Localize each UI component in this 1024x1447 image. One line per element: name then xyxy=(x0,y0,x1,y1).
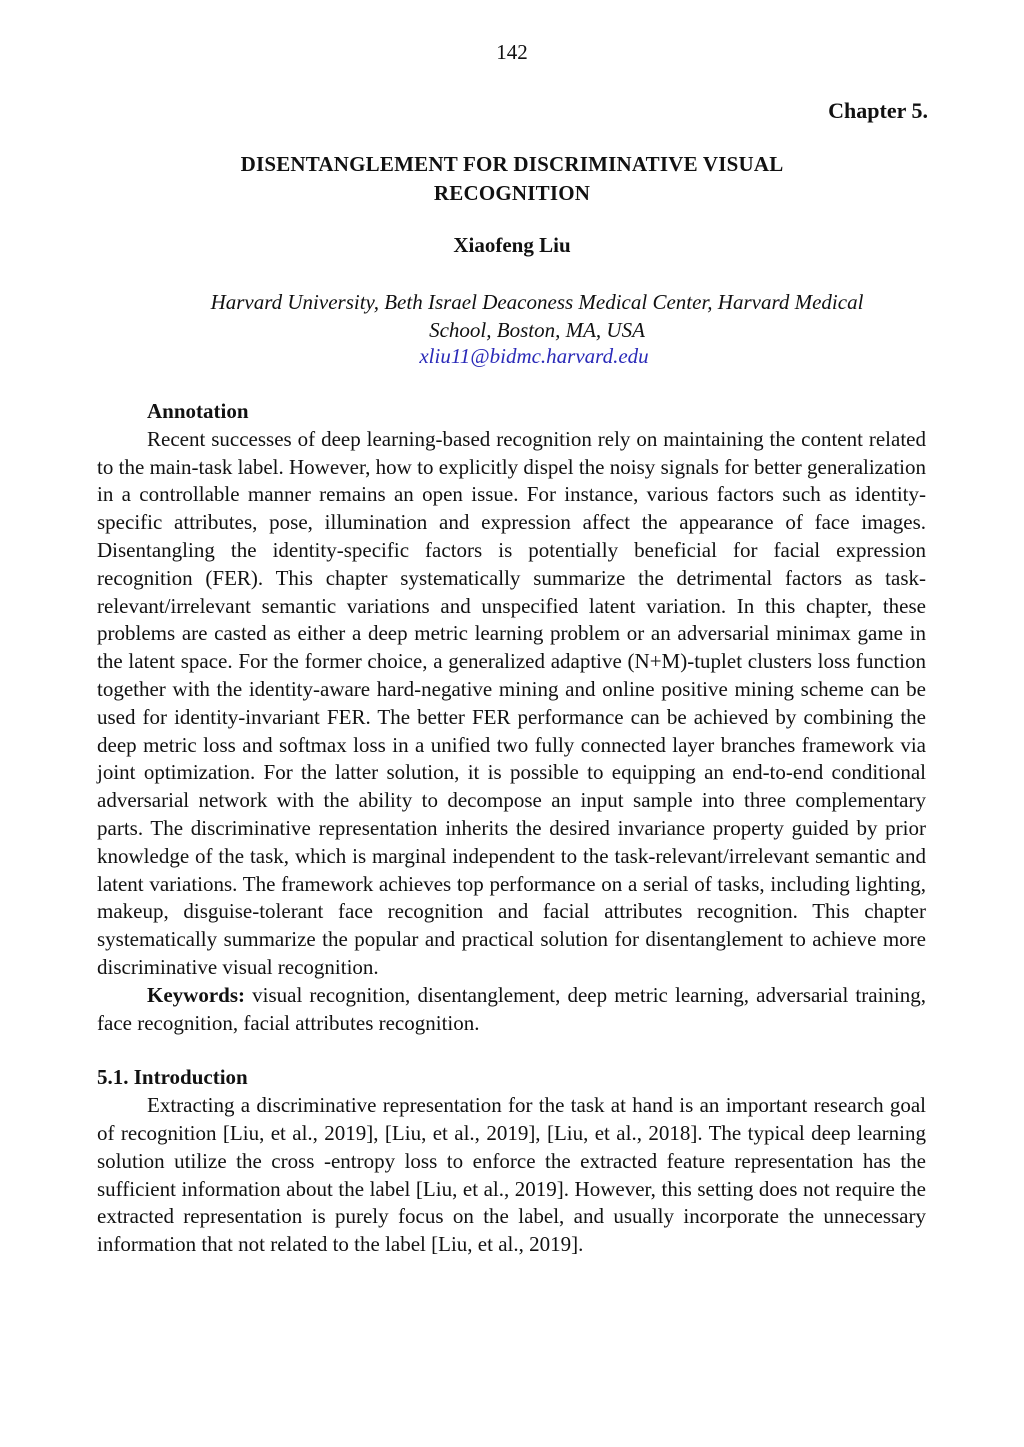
annotation-body: Recent successes of deep learning-based recognition rely on maintaining the content related to the main-task label. However, how to explicitly dispel the noisy signals for better generalization in a controllable manner remains an open issue. For instance, various factors such as identity-specific attributes, pose, illumination and expression affect the appearance of face images. Disentangling the identity-specific factors is potentially beneficial for facial expression recognition (FER). This chapter systematically summarize the detrimental factors as task-relevant/irrelevant semantic variations and unspecified latent variation. In this chapter, these problems are casted as either a deep metric learning problem or an adversarial minimax game in the latent space. For the former choice, a generalized adaptive (N+M)-tuplet clusters loss function together with the identity-aware hard-negative mining and online positive mining scheme can be used for identity-invariant FER. The better FER performance can be achieved by combining the deep metric loss and softmax loss in a unified two fully connected layer branches framework via joint optimization. For the latter solution, it is possible to equipping an end-to-end conditional adversarial network with the ability to decompose an input sample into three complementary parts. The discriminative representation inherits the desired invariance property guided by prior knowledge of the task, which is marginal independent to the task-relevant/irrelevant semantic and latent variations. The framework achieves top performance on a serial of tasks, including lighting, makeup, disguise-tolerant face recognition and facial attributes recognition. This chapter systematically summarize the popular and practical solution for disentanglement to achieve more discriminative visual recognition. xyxy=(97,426,926,979)
author-email-link[interactable]: xliu11@bidmc.harvard.edu xyxy=(419,344,649,368)
introduction-body: Extracting a discriminative representation for the task at hand is an important research goal of recognition [Liu, et al., 2019], [Liu, et al., 2019], [Liu, et al., 2018]. The typical deep learning solution utilize the cross -entropy loss to enforce the extracted feature representation has the sufficient information about the label [Liu, et al., 2019]. However, this setting does not require the extracted representation is purely focus on the label, and usually incorporate the unnecessary information that not related to the label [Liu, et al., 2019]. xyxy=(97,1093,926,1257)
chapter-label: Chapter 5. xyxy=(828,98,928,123)
author-name: Xiaofeng Liu xyxy=(453,233,571,257)
author-affiliation xyxy=(120,288,954,344)
page-number: 142 xyxy=(496,40,528,64)
keywords-label: Keywords: xyxy=(147,982,245,1007)
chapter-title-line-2: RECOGNITION xyxy=(433,181,591,205)
affiliation-line-2: School, Boston, MA, USA xyxy=(429,318,645,342)
keywords-text: visual recognition, disentanglement, deep metric learning, adversarial training, face recognition, facial attributes recognition. xyxy=(97,982,926,1035)
affiliation-line-1: Harvard University, Beth Israel Deaconess Medical Center, Harvard Medical xyxy=(210,290,864,314)
document-body xyxy=(97,398,926,1259)
section-heading-introduction: 5.1. Introduction xyxy=(97,1065,248,1090)
annotation-heading: Annotation xyxy=(147,399,249,423)
keywords-paragraph xyxy=(97,982,926,1038)
chapter-title-line-1: DISENTANGLEMENT FOR DISCRIMINATIVE VISUAL xyxy=(240,152,784,176)
chapter-title xyxy=(150,150,874,208)
